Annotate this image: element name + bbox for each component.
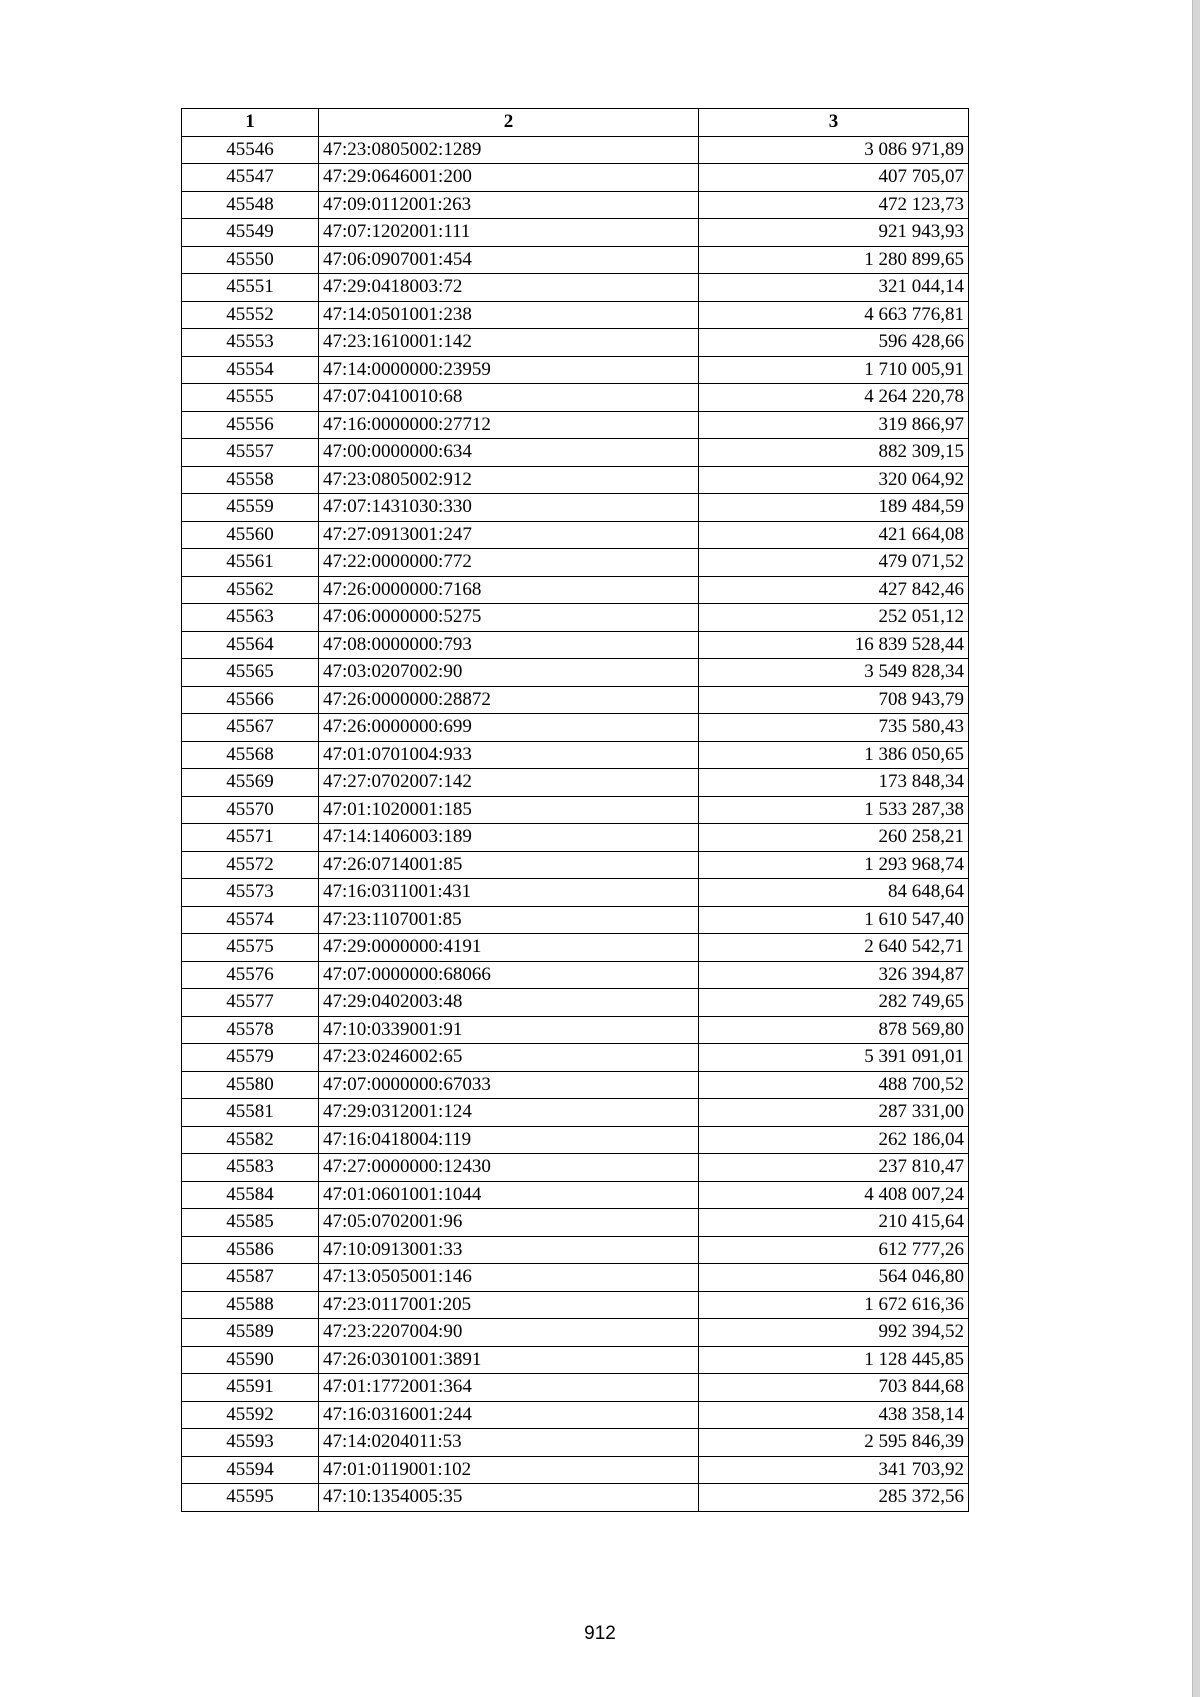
cadastral-number-cell: 47:29:0402003:48 — [319, 989, 699, 1017]
value-cell: 921 943,93 — [699, 219, 969, 247]
cadastral-number-cell: 47:23:0246002:65 — [319, 1044, 699, 1072]
value-cell: 1 533 287,38 — [699, 796, 969, 824]
row-number-cell: 45547 — [182, 164, 319, 192]
table-row — [182, 329, 969, 357]
cadastral-number-cell: 47:01:0119001:102 — [319, 1456, 699, 1484]
cadastral-number-cell: 47:06:0000000:5275 — [319, 604, 699, 632]
row-number-cell: 45576 — [182, 961, 319, 989]
table-row — [182, 1264, 969, 1292]
table-row — [182, 1071, 969, 1099]
row-number-cell: 45574 — [182, 906, 319, 934]
row-number-cell: 45549 — [182, 219, 319, 247]
value-cell: 4 408 007,24 — [699, 1181, 969, 1209]
value-cell: 421 664,08 — [699, 521, 969, 549]
cadastral-number-cell: 47:16:0418004:119 — [319, 1126, 699, 1154]
value-cell: 612 777,26 — [699, 1236, 969, 1264]
cadastral-number-cell: 47:01:0701004:933 — [319, 741, 699, 769]
table-row — [182, 769, 969, 797]
table-row — [182, 1456, 969, 1484]
row-number-cell: 45584 — [182, 1181, 319, 1209]
row-number-cell: 45575 — [182, 934, 319, 962]
value-cell: 703 844,68 — [699, 1374, 969, 1402]
table-row — [182, 1319, 969, 1347]
value-cell: 237 810,47 — [699, 1154, 969, 1182]
value-cell: 992 394,52 — [699, 1319, 969, 1347]
row-number-cell: 45581 — [182, 1099, 319, 1127]
table-row — [182, 1154, 969, 1182]
cadastral-number-cell: 47:23:1107001:85 — [319, 906, 699, 934]
row-number-cell: 45586 — [182, 1236, 319, 1264]
table-row — [182, 576, 969, 604]
row-number-cell: 45546 — [182, 136, 319, 164]
table-row — [182, 136, 969, 164]
value-cell: 472 123,73 — [699, 191, 969, 219]
value-cell: 341 703,92 — [699, 1456, 969, 1484]
cadastral-number-cell: 47:07:0000000:68066 — [319, 961, 699, 989]
cadastral-number-cell: 47:14:0204011:53 — [319, 1429, 699, 1457]
cadastral-number-cell: 47:29:0418003:72 — [319, 274, 699, 302]
row-number-cell: 45573 — [182, 879, 319, 907]
cadastral-number-cell: 47:07:0410010:68 — [319, 384, 699, 412]
value-cell: 407 705,07 — [699, 164, 969, 192]
value-cell: 320 064,92 — [699, 466, 969, 494]
cadastral-number-cell: 47:27:0913001:247 — [319, 521, 699, 549]
value-cell: 1 610 547,40 — [699, 906, 969, 934]
value-cell: 878 569,80 — [699, 1016, 969, 1044]
table-row — [182, 191, 969, 219]
table-row — [182, 1126, 969, 1154]
cadastral-number-cell: 47:14:0000000:23959 — [319, 356, 699, 384]
table-row — [182, 466, 969, 494]
value-cell: 882 309,15 — [699, 439, 969, 467]
row-number-cell: 45592 — [182, 1401, 319, 1429]
value-cell: 319 866,97 — [699, 411, 969, 439]
value-cell: 2 640 542,71 — [699, 934, 969, 962]
value-cell: 2 595 846,39 — [699, 1429, 969, 1457]
table-row — [182, 274, 969, 302]
table-row — [182, 164, 969, 192]
value-cell: 287 331,00 — [699, 1099, 969, 1127]
value-cell: 1 293 968,74 — [699, 851, 969, 879]
cadastral-number-cell: 47:16:0316001:244 — [319, 1401, 699, 1429]
table-row — [182, 246, 969, 274]
row-number-cell: 45550 — [182, 246, 319, 274]
value-cell: 252 051,12 — [699, 604, 969, 632]
value-cell: 438 358,14 — [699, 1401, 969, 1429]
table-row — [182, 1016, 969, 1044]
cadastral-number-cell: 47:23:0805002:1289 — [319, 136, 699, 164]
value-cell: 1 710 005,91 — [699, 356, 969, 384]
value-cell: 735 580,43 — [699, 714, 969, 742]
row-number-cell: 45567 — [182, 714, 319, 742]
value-cell: 1 386 050,65 — [699, 741, 969, 769]
cadastral-number-cell: 47:14:1406003:189 — [319, 824, 699, 852]
cadastral-number-cell: 47:07:1431030:330 — [319, 494, 699, 522]
value-cell: 326 394,87 — [699, 961, 969, 989]
table-row — [182, 659, 969, 687]
row-number-cell: 45582 — [182, 1126, 319, 1154]
cadastral-number-cell: 47:27:0000000:12430 — [319, 1154, 699, 1182]
cadastral-number-cell: 47:26:0714001:85 — [319, 851, 699, 879]
row-number-cell: 45564 — [182, 631, 319, 659]
table-row — [182, 521, 969, 549]
table-row — [182, 494, 969, 522]
value-cell: 564 046,80 — [699, 1264, 969, 1292]
row-number-cell: 45594 — [182, 1456, 319, 1484]
cadastral-number-cell: 47:01:0601001:1044 — [319, 1181, 699, 1209]
cadastral-number-cell: 47:26:0301001:3891 — [319, 1346, 699, 1374]
value-cell: 4 663 776,81 — [699, 301, 969, 329]
table-row — [182, 549, 969, 577]
value-cell: 3 086 971,89 — [699, 136, 969, 164]
value-cell: 84 648,64 — [699, 879, 969, 907]
table-row — [182, 356, 969, 384]
value-cell: 479 071,52 — [699, 549, 969, 577]
cadastral-number-cell: 47:14:0501001:238 — [319, 301, 699, 329]
row-number-cell: 45572 — [182, 851, 319, 879]
cadastral-number-cell: 47:03:0207002:90 — [319, 659, 699, 687]
cadastral-number-cell: 47:10:1354005:35 — [319, 1484, 699, 1512]
cadastral-number-cell: 47:23:0117001:205 — [319, 1291, 699, 1319]
row-number-cell: 45560 — [182, 521, 319, 549]
row-number-cell: 45570 — [182, 796, 319, 824]
value-cell: 708 943,79 — [699, 686, 969, 714]
row-number-cell: 45591 — [182, 1374, 319, 1402]
table-body — [182, 136, 969, 1511]
row-number-cell: 45556 — [182, 411, 319, 439]
row-number-cell: 45548 — [182, 191, 319, 219]
cadastral-number-cell: 47:26:0000000:699 — [319, 714, 699, 742]
value-cell: 262 186,04 — [699, 1126, 969, 1154]
table-row — [182, 686, 969, 714]
table-row — [182, 1099, 969, 1127]
value-cell: 5 391 091,01 — [699, 1044, 969, 1072]
table-row — [182, 1374, 969, 1402]
table-row — [182, 1209, 969, 1237]
cadastral-number-cell: 47:10:0339001:91 — [319, 1016, 699, 1044]
column-header-1: 1 — [182, 109, 319, 137]
table-row — [182, 851, 969, 879]
value-cell: 285 372,56 — [699, 1484, 969, 1512]
page-right-edge — [1192, 0, 1200, 1697]
table-row — [182, 1044, 969, 1072]
cadastral-number-cell: 47:26:0000000:28872 — [319, 686, 699, 714]
table-row — [182, 631, 969, 659]
row-number-cell: 45569 — [182, 769, 319, 797]
cadastral-number-cell: 47:26:0000000:7168 — [319, 576, 699, 604]
value-cell: 596 428,66 — [699, 329, 969, 357]
cadastral-number-cell: 47:01:1772001:364 — [319, 1374, 699, 1402]
row-number-cell: 45590 — [182, 1346, 319, 1374]
value-cell: 260 258,21 — [699, 824, 969, 852]
table-row — [182, 1346, 969, 1374]
table-row — [182, 1429, 969, 1457]
row-number-cell: 45552 — [182, 301, 319, 329]
table-row — [182, 604, 969, 632]
value-cell: 488 700,52 — [699, 1071, 969, 1099]
row-number-cell: 45557 — [182, 439, 319, 467]
page-number: 912 — [584, 1623, 616, 1644]
row-number-cell: 45563 — [182, 604, 319, 632]
cadastral-number-cell: 47:29:0312001:124 — [319, 1099, 699, 1127]
row-number-cell: 45566 — [182, 686, 319, 714]
row-number-cell: 45561 — [182, 549, 319, 577]
cadastral-number-cell: 47:29:0646001:200 — [319, 164, 699, 192]
cadastral-number-cell: 47:13:0505001:146 — [319, 1264, 699, 1292]
cadastral-number-cell: 47:23:0805002:912 — [319, 466, 699, 494]
cadastral-number-cell: 47:06:0907001:454 — [319, 246, 699, 274]
cadastral-number-cell: 47:27:0702007:142 — [319, 769, 699, 797]
value-cell: 210 415,64 — [699, 1209, 969, 1237]
cadastral-number-cell: 47:00:0000000:634 — [319, 439, 699, 467]
row-number-cell: 45589 — [182, 1319, 319, 1347]
table-row — [182, 1401, 969, 1429]
table-row — [182, 796, 969, 824]
value-cell: 1 672 616,36 — [699, 1291, 969, 1319]
row-number-cell: 45551 — [182, 274, 319, 302]
cadastral-number-cell: 47:16:0000000:27712 — [319, 411, 699, 439]
row-number-cell: 45587 — [182, 1264, 319, 1292]
value-cell: 1 280 899,65 — [699, 246, 969, 274]
value-cell: 16 839 528,44 — [699, 631, 969, 659]
table-row — [182, 714, 969, 742]
table-row — [182, 934, 969, 962]
row-number-cell: 45585 — [182, 1209, 319, 1237]
row-number-cell: 45595 — [182, 1484, 319, 1512]
table-row — [182, 741, 969, 769]
row-number-cell: 45588 — [182, 1291, 319, 1319]
value-cell: 189 484,59 — [699, 494, 969, 522]
table-row — [182, 879, 969, 907]
value-cell: 321 044,14 — [699, 274, 969, 302]
row-number-cell: 45559 — [182, 494, 319, 522]
cadastral-number-cell: 47:08:0000000:793 — [319, 631, 699, 659]
table-row — [182, 219, 969, 247]
value-cell: 282 749,65 — [699, 989, 969, 1017]
cadastral-number-cell: 47:07:0000000:67033 — [319, 1071, 699, 1099]
table-row — [182, 411, 969, 439]
table-row — [182, 824, 969, 852]
cadastral-number-cell: 47:10:0913001:33 — [319, 1236, 699, 1264]
table-row — [182, 439, 969, 467]
value-cell: 173 848,34 — [699, 769, 969, 797]
value-cell: 3 549 828,34 — [699, 659, 969, 687]
cadastral-number-cell: 47:23:1610001:142 — [319, 329, 699, 357]
row-number-cell: 45580 — [182, 1071, 319, 1099]
cadastral-number-cell: 47:16:0311001:431 — [319, 879, 699, 907]
cadastral-number-cell: 47:09:0112001:263 — [319, 191, 699, 219]
cadastral-number-cell: 47:01:1020001:185 — [319, 796, 699, 824]
table-header — [182, 109, 969, 137]
row-number-cell: 45554 — [182, 356, 319, 384]
row-number-cell: 45553 — [182, 329, 319, 357]
table-row — [182, 989, 969, 1017]
cadastral-number-cell: 47:29:0000000:4191 — [319, 934, 699, 962]
row-number-cell: 45558 — [182, 466, 319, 494]
row-number-cell: 45583 — [182, 1154, 319, 1182]
table-row — [182, 1181, 969, 1209]
row-number-cell: 45555 — [182, 384, 319, 412]
table-row — [182, 1236, 969, 1264]
row-number-cell: 45571 — [182, 824, 319, 852]
row-number-cell: 45568 — [182, 741, 319, 769]
value-cell: 1 128 445,85 — [699, 1346, 969, 1374]
value-cell: 427 842,46 — [699, 576, 969, 604]
column-header-3: 3 — [699, 109, 969, 137]
table-row — [182, 301, 969, 329]
value-cell: 4 264 220,78 — [699, 384, 969, 412]
table-row — [182, 961, 969, 989]
table-row — [182, 1484, 969, 1512]
cadastral-number-cell: 47:07:1202001:111 — [319, 219, 699, 247]
row-number-cell: 45593 — [182, 1429, 319, 1457]
row-number-cell: 45562 — [182, 576, 319, 604]
row-number-cell: 45577 — [182, 989, 319, 1017]
cadastral-number-cell: 47:05:0702001:96 — [319, 1209, 699, 1237]
data-table — [181, 108, 969, 1512]
row-number-cell: 45579 — [182, 1044, 319, 1072]
table-row — [182, 1291, 969, 1319]
cadastral-number-cell: 47:22:0000000:772 — [319, 549, 699, 577]
column-header-2: 2 — [319, 109, 699, 137]
cadastral-number-cell: 47:23:2207004:90 — [319, 1319, 699, 1347]
header-row — [182, 109, 969, 137]
row-number-cell: 45578 — [182, 1016, 319, 1044]
table-row — [182, 906, 969, 934]
table-row — [182, 384, 969, 412]
row-number-cell: 45565 — [182, 659, 319, 687]
